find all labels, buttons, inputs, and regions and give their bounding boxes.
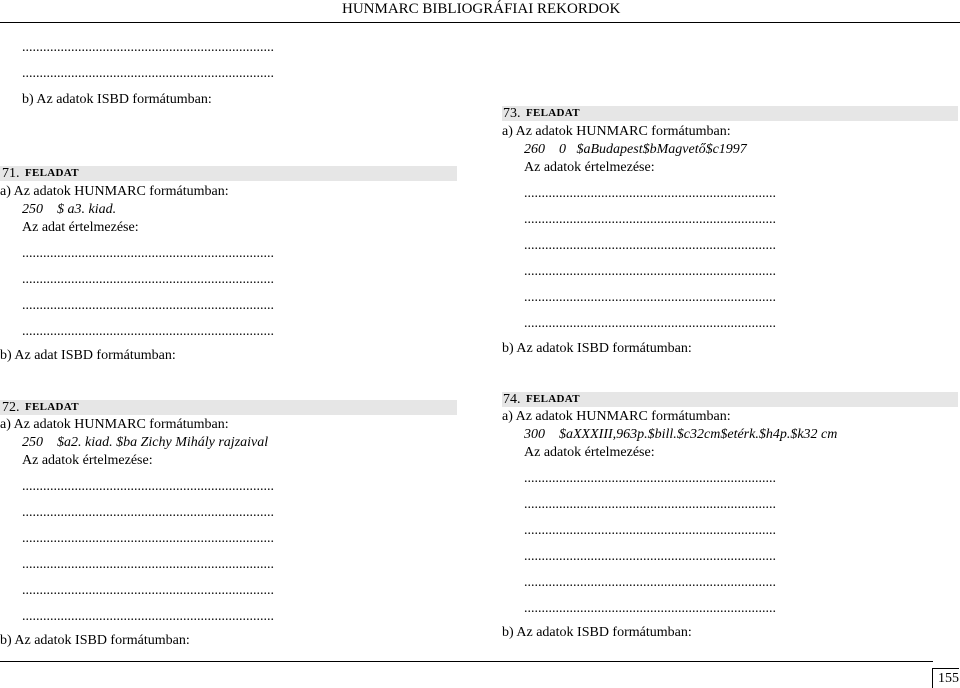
task-71-heading bbox=[0, 166, 457, 181]
hunmarc-label: a) Az adatok HUNMARC formátumban: bbox=[502, 409, 731, 424]
interpretation-label: Az adat értelmezése: bbox=[22, 220, 139, 235]
task-number: 74. bbox=[503, 392, 521, 407]
answer-line: ........................................................................ bbox=[22, 557, 274, 572]
answer-line: ........................................................................ bbox=[22, 531, 274, 546]
answer-line: ........................................................................ bbox=[22, 505, 274, 520]
answer-line: ........................................................................ bbox=[524, 471, 776, 486]
page-number: 155 bbox=[932, 668, 959, 688]
task-label: FELADAT bbox=[25, 167, 79, 179]
task-label: FELADAT bbox=[526, 393, 580, 405]
answer-line: ........................................................................ bbox=[22, 298, 274, 313]
page-header bbox=[0, 0, 960, 23]
answer-line: ........................................................................ bbox=[22, 246, 274, 261]
isbd-label: b) Az adatok ISBD formátumban: bbox=[0, 633, 190, 648]
task-number: 73. bbox=[503, 106, 521, 121]
isbd-label: b) Az adatok ISBD formátumban: bbox=[502, 341, 692, 356]
task-label: FELADAT bbox=[526, 107, 580, 119]
hunmarc-label: a) Az adatok HUNMARC formátumban: bbox=[0, 184, 229, 199]
isbd-label: b) Az adatok ISBD formátumban: bbox=[22, 92, 212, 107]
isbd-label: b) Az adatok ISBD formátumban: bbox=[502, 625, 692, 640]
answer-line: ........................................................................ bbox=[22, 479, 274, 494]
interpretation-label: Az adatok értelmezése: bbox=[524, 160, 655, 175]
marc-field: 250 $a2. kiad. $ba Zichy Mihály rajzaival bbox=[22, 435, 269, 450]
answer-line: ........................................................................ bbox=[22, 40, 274, 55]
answer-line: ........................................................................ bbox=[524, 238, 776, 253]
interpretation-label: Az adatok értelmezése: bbox=[22, 453, 153, 468]
answer-line: ........................................................................ bbox=[524, 316, 776, 331]
answer-line: ........................................................................ bbox=[22, 272, 274, 287]
marc-field: 300 $aXXXIII,963p.$bill.$c32cm$etérk.$h4p.$k32 cm bbox=[524, 427, 838, 442]
answer-line: ........................................................................ bbox=[524, 601, 776, 616]
answer-line: ........................................................................ bbox=[22, 66, 274, 81]
task-number: 72. bbox=[2, 400, 20, 415]
interpretation-label: Az adatok értelmezése: bbox=[524, 445, 655, 460]
answer-line: ........................................................................ bbox=[524, 212, 776, 227]
page-title: HUNMARC BIBLIOGRÁFIAI REKORDOK bbox=[342, 1, 621, 17]
answer-line: ........................................................................ bbox=[524, 186, 776, 201]
answer-line: ........................................................................ bbox=[524, 264, 776, 279]
task-74-heading bbox=[502, 392, 958, 407]
task-72-heading bbox=[0, 400, 457, 415]
footer-rule bbox=[0, 661, 933, 662]
answer-line: ........................................................................ bbox=[22, 583, 274, 598]
answer-line: ........................................................................ bbox=[524, 549, 776, 564]
marc-field: 250 $ a3. kiad. bbox=[22, 202, 117, 217]
hunmarc-label: a) Az adatok HUNMARC formátumban: bbox=[0, 417, 229, 432]
task-label: FELADAT bbox=[25, 401, 79, 413]
answer-line: ........................................................................ bbox=[524, 497, 776, 512]
answer-line: ........................................................................ bbox=[524, 290, 776, 305]
answer-line: ........................................................................ bbox=[524, 575, 776, 590]
marc-field: 260 0 $aBudapest$bMagvető$c1997 bbox=[524, 142, 747, 157]
task-number: 71. bbox=[2, 166, 20, 181]
isbd-label: b) Az adat ISBD formátumban: bbox=[0, 348, 176, 363]
task-73-heading bbox=[502, 106, 958, 121]
answer-line: ........................................................................ bbox=[524, 523, 776, 538]
answer-line: ........................................................................ bbox=[22, 324, 274, 339]
hunmarc-label: a) Az adatok HUNMARC formátumban: bbox=[502, 124, 731, 139]
answer-line: ........................................................................ bbox=[22, 609, 274, 624]
